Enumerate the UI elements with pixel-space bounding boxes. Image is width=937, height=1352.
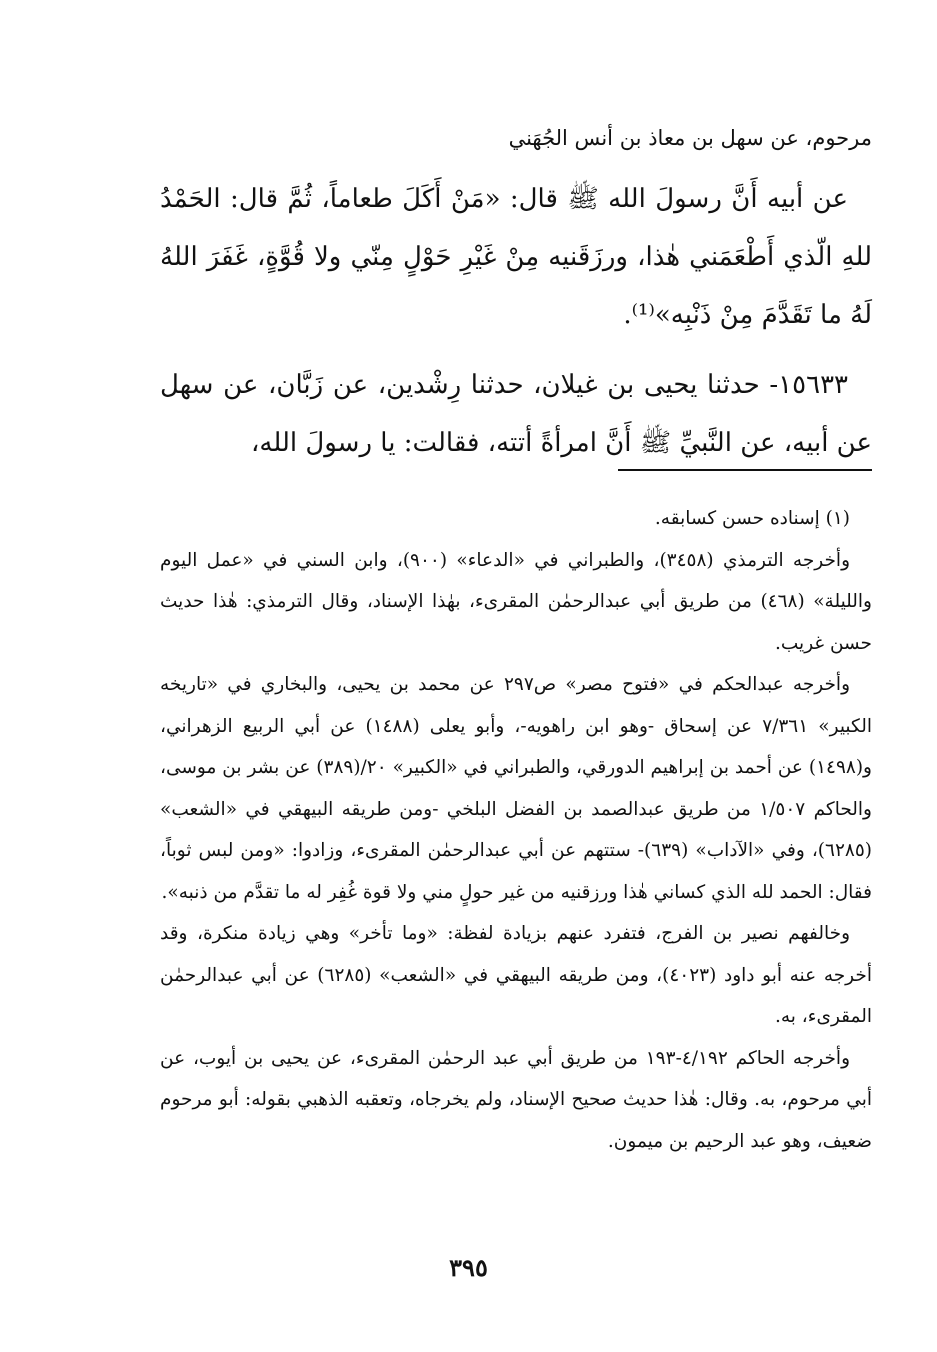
hadith-paragraph-2: ١٥٦٣٣- حدثنا يحيى بن غيلان، حدثنا رِشْدين، عن زَبَّان، عن سهل عن أبيه، عن النَّبيِّ ﷺ أَنَّ امرأةً أتته، فقالت: يا رسولَ الله، [160,370,872,458]
main-text [160,116,872,484]
footnote-paragraph-5: وأخرجه الحاكم ٤/١٩٢-١٩٣ من طريق أبي عبد الرحمٰن المقرىء، عن يحيى بن أيوب، عن أبي مرحوم، به. وقال: هٰذا حديث صحيح الإسناد، ولم يخرجاه، وتعقبه الذهبي بقوله: أبو مرحوم ضعيف، وهو عبد الرحيم بن ميمون. [160,1047,872,1152]
footnote-paragraph-4: وخالفهم نصير بن الفرج، فتفرد عنهم بزيادة لفظة: «وما تأخر» وهي زيادة منكرة، وقد أخرجه عنه أبو داود (٤٠٢٣)، ومن طريقه البيهقي في «الشعب» (٦٢٨٥) عن أبي عبدالرحمٰن المقرىء، به. [160,923,872,1027]
footnotes [160,498,872,1162]
footnote-paragraph-3: وأخرجه عبدالحكم في «فتوح مصر» ص٢٩٧ عن محمد بن يحيى، والبخاري في «تاريخه الكبير» ٧/٣٦١ عن إسحاق -وهو ابن راهويه-، وأبو يعلى (١٤٨٨) عن أبي الربيع الزهراني، و(١٤٩٨) عن أحمد بن إبراهيم الدورقي، والطبراني في «الكبير» ٢٠/(٣٨٩) عن بشر بن موسى، والحاكم ١/٥٠٧ من طريق عبدالصمد بن الفضل البلخي -ومن طريقه البيهقي في «الشعب» (٦٢٨٥)، وفي «الآداب» (٦٣٩)- ستتهم عن أبي عبدالرحمٰن المقرىء، وزادوا: «ومن لبس ثوباً، فقال: الحمد لله الذي كساني هٰذا ورزقنيه من غير حولٍ مني ولا قوة غُفِر له ما تقدَّم من ذنبه». [160,674,872,903]
footnote-separator [618,469,872,471]
hadith-paragraph-1: عن أبيه أَنَّ رسولَ الله ﷺ قال: «مَنْ أَكَلَ طعاماً، ثُمَّ قال: الحَمْدُ للهِ الّذي أَطْعَمَني هٰذا، ورزَقَنيه مِنْ غَيْرِ حَوْلٍ مِنّي ولا قُوَّةٍ، غَفَرَ اللهُ لَهُ ما تَقَدَّمَ مِنْ ذَنْبِه»⁽¹⁾. [160,184,872,330]
footnote-1: (١) إسناده حسن كسابقه. [654,508,850,529]
page-number: ٣٩٥ [449,1253,488,1282]
footnote-paragraph-2: وأخرجه الترمذي (٣٤٥٨)، والطبراني في «الدعاء» (٩٠٠)، وابن السني في «عمل اليوم والليلة» (٤٦٨) من طريق أبي عبدالرحمٰن المقرىء، بهٰذا الإسناد، وقال الترمذي: هٰذا حديث حسن غريب. [160,549,872,654]
main-text-continuation-line: مرحوم، عن سهل بن معاذ بن أنس الجُهَني [508,126,872,150]
